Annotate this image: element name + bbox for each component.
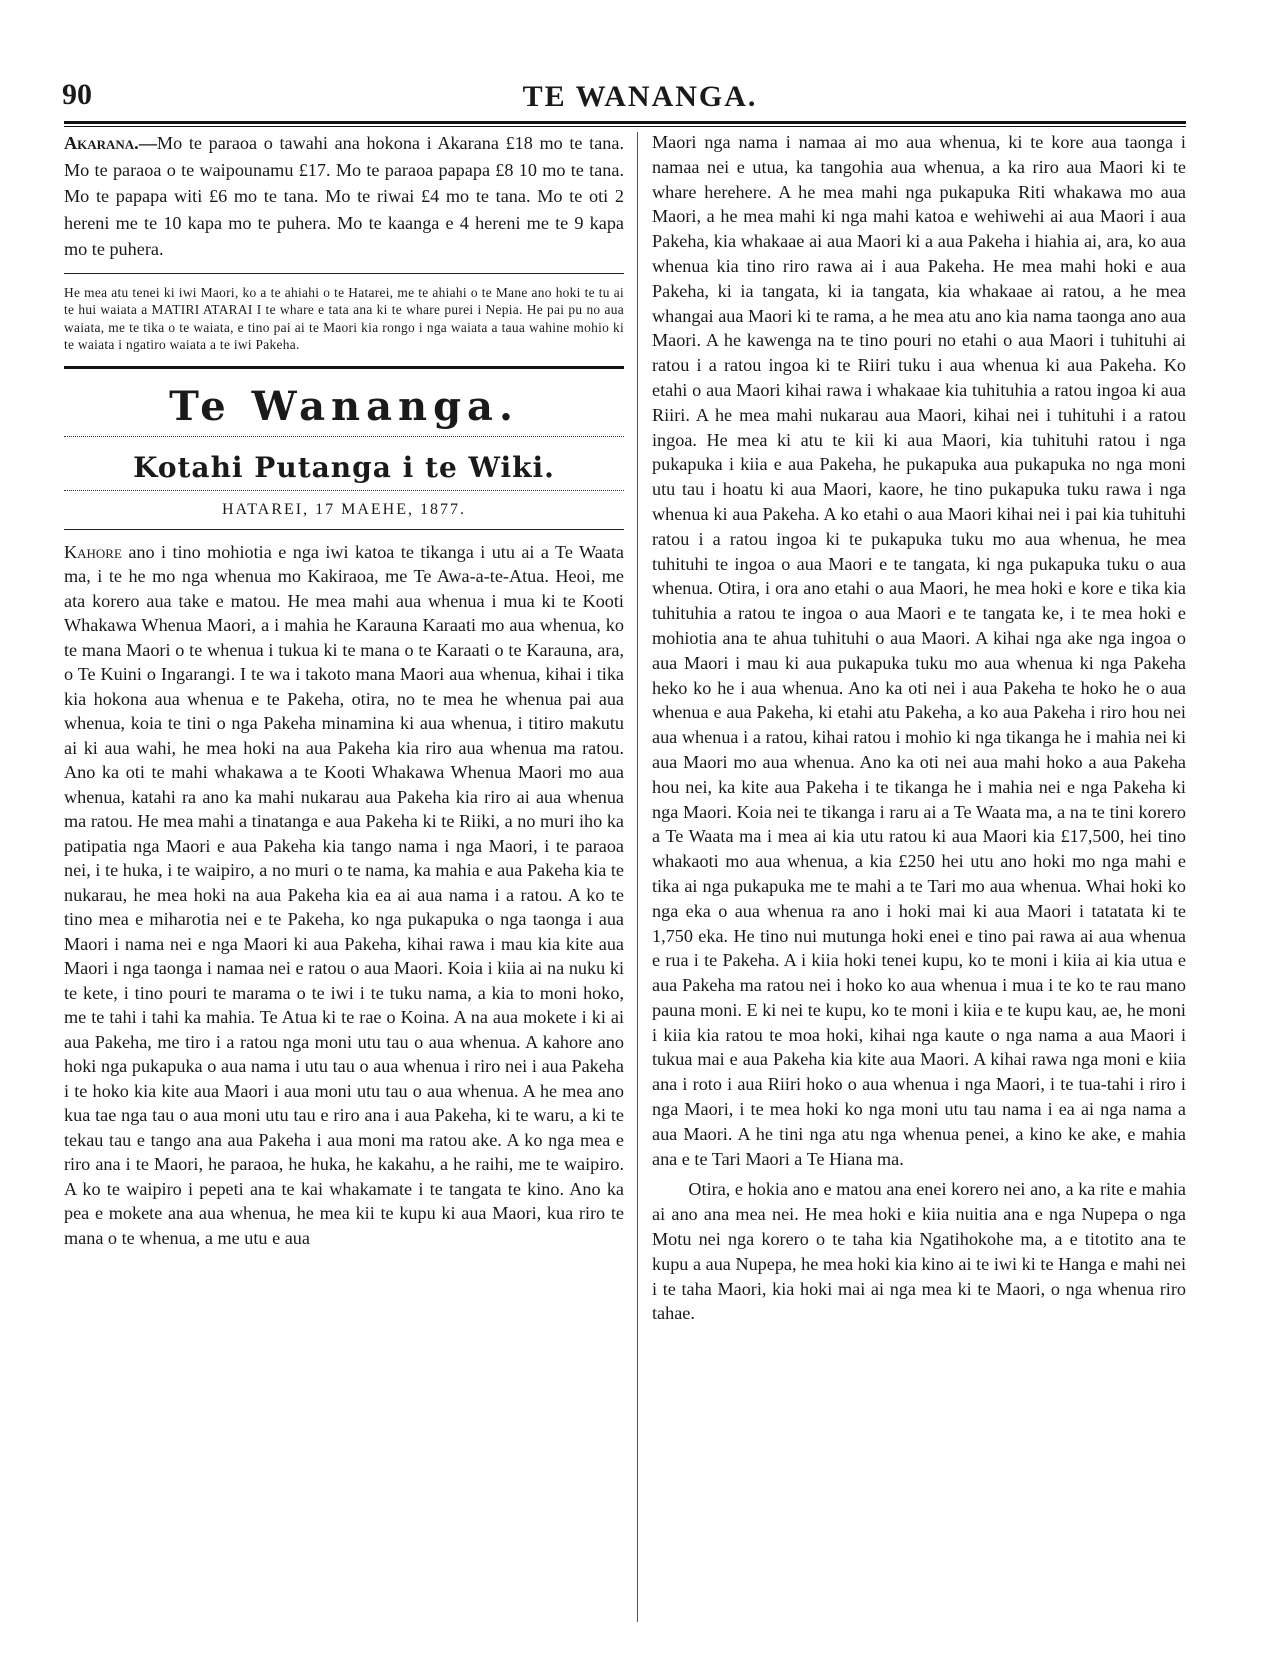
rule-dotted — [64, 490, 624, 491]
akarana-lead: Akarana.— — [64, 133, 157, 153]
masthead-title: Te Wananga. — [169, 382, 519, 430]
section-heading: Kotahi Putanga i te Wiki. — [133, 450, 555, 484]
right-paragraph-2: Otira, e hokia ano e matou ana enei korero nei ano, a ka rite e mahia ai ano ana mea nei. He mea hoki e kiia nuitia ana e nga Nupepa o nga Motu nei nga korero o te taha kia Ngatihokohe ma, a e titotito ana te kupu a aua Nupepa, he mea hoki kia kino ai te iwi ki te Hanga e mahi nei i te taha Maori, kia hoki mai ai nga mea ki te Maori, o nga whenua riro tahae. — [652, 1179, 1186, 1324]
newspaper-header-title: TE WANANGA. — [522, 80, 758, 113]
akarana-text: Mo te paraoa o tawahi ana hokona i Akarana £18 mo te tana. Mo te paraoa o te waipounamu £17. Mo te paraoa papapa £8 10 mo te tana. Mo te papapa witi £6 mo te tana. Mo te riwai £4 mo te tana. Mo te oti 2 hereni me te 10 kapa mo te puhera. Mo te kaanga e 4 hereni me te 9 kapa mo te puhera. — [64, 133, 624, 260]
editorial-text: ano i tino mohiotia e nga iwi katoa te tikanga i utu ai a Te Waata ma, i te he mo nga whenua mo Kakiraoa, me Te Awa-a-te-Atua. Heoi, me ata korero aua take e matou. He mea mahi aua whenua i mua ki te Kooti Whakawa Whenua Maori, a i mahia he Karauna Karaati mo aua whenua, ko te mana Maori o te whenua i tukua ki te mana o te Karaati o te Karauna, ara, o Te Kuini o Ingarangi. I te wa i takoto mana Maori aua whenua, kihai i tika kia hokona aua whenua e te Pakeha, otira, no te mea he whenua pai aua whenua, koia te tini o nga Pakeha minamina ki aua whenua, i titiro makutu ai ki aua wahi, he mea hoki na aua Pakeha kia riro aua whenua ma ratou. Ano ka oti te mahi whakawa a te Kooti Whakawa Whenua Maori mo aua whenua, katahi ra ano ka mahi nukarau aua Pakeha kia riro ai aua whenua ma ratou. He mea mahi a tinatanga e aua Pakeha ki te Riiki, a no muri iho ka patipatia nga Maori e aua Pakeha kia tango nama i nga Maori, i te paraoa nei, i te huka, i te waipiro, a no muri o te nama, ka mahia e aua Pakeha kia te nukarau, he mea hoki na aua Pakeha kia ea ai aua nama i a ratou. A ko te tino mea e miharotia nei e te Pakeha, ko nga pukapuka o nga taonga i aua Maori i nama nei e nga Maori ki aua Pakeha, kihai rawa i mau kia kite aua Maori i nga taonga i namaa nei e ratou o aua Maori. Koia i kiia ai na nuku ki te kete, i tino pouri te marama o te iwi i te tuku nama, a kia to moni hoko, me te tahi i tahi ka mahia. Te Atua ki te rae o Koina. A na aua mokete i ki ai aua Pakeha, me tiro i a ratou nga moni utu tau o aua whenua. A kahore ano hoki nga pukapuka o aua nama i utu tau o aua whenua i riro nei i aua Pakeha i te hoko kia kite aua Maori i aua moni utu tau o aua whenua. A he mea ano kua tae nga tau o aua moni utu tau e riro ana i aua Pakeha, ki te waru, a ki te tekau tau e tango ana aua Pakeha i aua moni ma ratou ake. A ko nga mea e riro ana i te Maori, he paraoa, he huka, he kakahu, a he raihi, me te waipiro. A ko te waipiro i pepeti ana te kai whakamate i te tangata te kino. Ano ka pea e mokete ana aua whenua, he mea kii te kupu ki aua Maori, kua riro te mana o te whenua, a me utu e aua — [64, 541, 625, 1248]
rule — [64, 273, 624, 274]
right-paragraph-1: Maori nga nama i namaa ai mo aua whenua, ki te kore aua taonga i namaa nei e utua, ka tangohia aua whenua, a ka riro aua Maori ki te whare herehere. A he mea mahi nga pukapuka Riti whakawa mo aua Maori, a he mea mahi ki nga mahi katoa e wehiwehi ai aua Maori i aua Pakeha, kia whakaae ai aua Maori ki a aua Pakeha i hiahia ai, ara, ko aua whenua kia tino riro rawa ai i aua Pakeha. He mea mahi hoki e aua Pakeha, ki ia tangata, ki ia tangata, kia whakaae ai ratou, a he mea whangai aua Maori ki te rama, a he mea atu ano kia nama taonga ano aua Maori. A he kawenga na te tino pouri no etahi o aua Maori i tuhituhi ai ratou i a ratou ingoa ki te Riiri tuku i aua whenua ki aua Pakeha. Ko etahi o aua Maori kihai rawa i whakaae kia tuhituhia a ratou ingoa ki aua Riiri. A he mea mahi nukarau aua Maori, kihai nei i tuhituhi i a ratou ingoa. He mea ki atu te kii ki aua Maori, kia tuhituhi ratou i nga pukapuka i kiia e aua Pakeha, he pukapuka aua pukapuka no nga moni utu tau i hoatu ki aua Maori, kaore, he tino pukapuka tuku rawa i nga whenua ki aua Pakeha. A ko etahi o aua Maori kihai nei i pai kia tuhituhi ratou i a ratou ingoa ki te pukapuka tuku mo aua whenua, he mea tuhituhi te ingoa o aua Maori e te tangata, ki nga pukapuka tuku o aua whenua. Otira, i ora ano etahi o aua Maori, he mea hoki e kore e tika kia tuhituhia a ratou te ingoa o aua Maori e te tangata ke, i te mea hoki e mohiotia ana te ahua tuhituhi o aua Maori. A kihai nga ake nga ingoa o aua Maori i mau ki aua pukapuka tuku mo aua whenua ki nga Pakeha heko ko he i aua whenua. Ano ka oti nei i aua Pakeha te hoko he o aua whenua e aua Pakeha, ki etahi atu Pakeha, a ko aua Pakeha i riro hou nei aua whenua i a ratou, kihai ratou i mohio ki nga tikanga he i mahia nei ki aua Maori mo aua whenua. Ano ka oti nei aua mahi hoko a aua Pakeha hou nei, ka kite aua Pakeha i te tikanga he i mahia nei e nga Pakeha ki nga Maori. Koia nei te tikanga i raru ai a Te Waata ma, a na te tini korero a Te Waata ma i mea ai kia utu ratou ki aua Maori kia £17,500, hei tino whakaoti mo aua whenua, a kia £250 hei utu ano hoki mo nga mahi e tika ai nga pukapuka me te mahi a te Tari mo aua whenua. Whai hoki ko nga eka o aua whenua ra ano i hoki mai ki aua Maori i tatatata ki te 1,750 eka. He tino nui mutunga hoki enei e tino pai rawa ai aua whenua e rua i te Pakeha. A i kiia hoki tenei kupu, ko te moni i kiia ai kia utua e aua Pakeha ma ratou nei i hoko ko aua whenua i mua i te ko te rau mano pauna moni. E ki nei te kupu, ko te moni i kiia e te kupu kau, ae, he moni i kiia kia ratou te moa hoki, kihai nga kaute o nga nama a aua Maori i tukua mai e aua Pakeha kia kite aua Maori. A kihai rawa nga moni e kiia ana i roto i aua Riiri hoko o aua whenua i nga Maori, i te tua-tahi i riro i nga Maori, i te mea hoki ko nga moni utu tau nama i ea ai nga nama a aua Maori. A he tini nga atu nga whenua penei, a kino ke ake, e mahia ana e te Tari Maori a Te Hiana ma. — [652, 132, 1186, 1169]
column-divider — [637, 132, 638, 1622]
page-number: 90 — [62, 78, 92, 111]
editorial-lead: Kahore — [64, 541, 122, 562]
header-rule — [64, 121, 1186, 127]
concert-notice: He mea atu tenei ki iwi Maori, ko a te ahiahi o te Hatarei, me te ahiahi o te Mane ano hoki te tu ai te hui waiata a MATIRI ATARAI I te whare e tata ana ki te whare purei i Nepia. He pai pu no aua waiata, me te tika o te waiata, e tino pai ai te Maori kia rongo i nga waiata a taua wahine mohio ki te waiata i ngatiro waiata a te iwi Pakeha. — [64, 284, 624, 353]
editorial-body — [64, 540, 624, 1251]
right-column — [652, 130, 1186, 1326]
left-column — [64, 130, 624, 1250]
dateline: HATAREI, 17 MAEHE, 1877. — [221, 500, 467, 518]
rule — [64, 529, 624, 530]
akarana-market-prices — [64, 130, 624, 263]
rule-dotted — [64, 436, 624, 437]
rule-heavy — [64, 366, 624, 369]
